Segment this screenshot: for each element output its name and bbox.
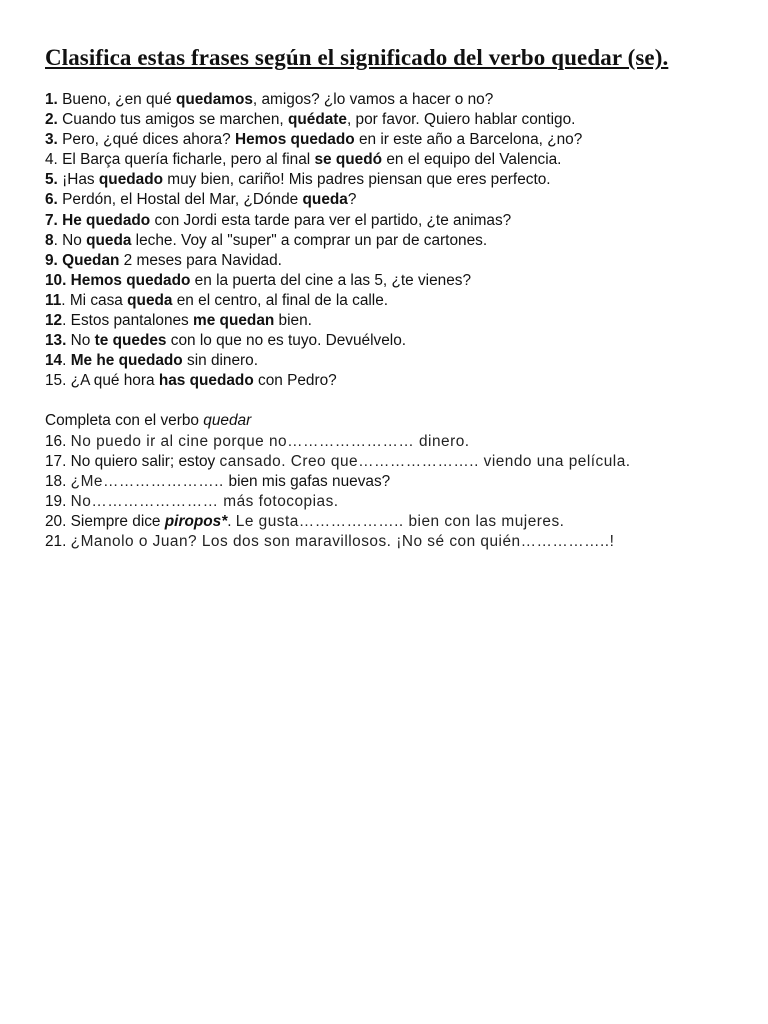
sentence-segment: me quedan — [193, 312, 275, 330]
sentence-segment: 15. ¿A qué hora — [45, 372, 159, 390]
sentence-segment: Completa con el verbo — [45, 412, 204, 430]
worksheet-title: Clasifica estas frases según el significado del verbo quedar (se). — [45, 45, 669, 70]
sentence-segment: 11 — [45, 291, 62, 309]
sentence-segment: con Pedro? — [253, 372, 337, 390]
sentence-segment: 10. Hemos quedado — [45, 271, 191, 289]
sentence-segment: 2. — [45, 111, 58, 129]
sentence-segment: queda — [127, 291, 173, 309]
sentence-segment: . No — [53, 231, 87, 249]
sentence-item — [45, 371, 735, 391]
sentence-item — [45, 271, 735, 291]
sentence-segment: 8 — [45, 231, 54, 249]
sentence-segment: 1. — [45, 91, 58, 108]
sentence-item — [45, 130, 735, 150]
sentence-segment: 20. Siempre dice — [45, 512, 165, 530]
sentence-item — [45, 291, 735, 311]
sentence-item — [45, 211, 735, 231]
completion-heading — [45, 411, 735, 431]
sentence-item — [45, 110, 735, 130]
sentence-segment: . Estos pantalones — [62, 312, 194, 330]
sentence-segment: Perdón, el Hostal del Mar, ¿Dónde — [57, 191, 303, 209]
sentence-segment: 17. No quiero salir; estoy — [45, 452, 220, 470]
sentence-segment: No puedo ir al cine porque no…………………… dinero. — [70, 432, 470, 450]
sentence-segment: 3. — [45, 131, 58, 149]
sentence-segment: 14 — [45, 352, 63, 370]
sentence-segment: 6. — [45, 191, 58, 209]
sentence-item — [45, 190, 735, 210]
sentence-item — [45, 351, 735, 371]
sentence-segment: se quedó — [314, 151, 383, 169]
sentence-segment: 7. He quedado — [45, 211, 151, 229]
sentence-segment: Hemos quedado — [234, 131, 355, 149]
sentence-segment: queda — [302, 191, 348, 209]
sentence-segment: 19. — [45, 492, 71, 510]
sentence-segment: 16. — [45, 432, 71, 450]
sentence-segment: cansado. Creo que………………….. viendo una película. — [219, 452, 631, 470]
sentence-item — [45, 231, 735, 251]
sentence-segment: sin dinero. — [182, 352, 259, 370]
sentence-segment: en el centro, al final de la calle. — [172, 291, 389, 309]
exercise-item — [45, 532, 735, 552]
sentence-segment: quedado — [98, 171, 164, 189]
sentence-segment: 5. — [45, 171, 58, 189]
sentence-segment: Bueno, ¿en qué — [57, 91, 176, 108]
sentence-segment: 18. — [45, 472, 71, 490]
exercise-item — [45, 472, 735, 492]
sentence-item — [45, 331, 735, 351]
exercise-item — [45, 492, 735, 512]
sentence-segment: 21. — [45, 532, 71, 550]
exercise-item — [45, 452, 735, 472]
sentence-segment: piropos* — [164, 512, 228, 530]
sentence-item — [45, 150, 735, 170]
sentence-segment: en el equipo del Valencia. — [382, 151, 562, 169]
sentence-segment: . Mi casa — [61, 291, 128, 309]
sentence-segment: ¿Me………………….. — [70, 472, 229, 490]
sentence-segment: 4. El Barça quería ficharle, pero al final — [45, 151, 315, 169]
sentence-item — [45, 90, 735, 110]
sentence-segment: ¡Has — [57, 171, 99, 189]
exercise-item — [45, 432, 735, 452]
sentence-segment: con lo que no es tuyo. Devuélvelo. — [166, 332, 407, 350]
sentence-segment: bien. — [274, 312, 312, 330]
sentence-segment: muy bien, cariño! Mis padres piensan que eres perfecto. — [163, 171, 551, 189]
sentence-segment: te quedes — [94, 332, 167, 350]
sentence-segment: Pero, ¿qué dices ahora? — [57, 131, 235, 149]
sentence-segment: 12 — [45, 312, 63, 330]
sentence-segment: . — [62, 352, 71, 370]
sentence-segment: en la puerta del cine a las 5, ¿te vienes? — [190, 271, 472, 289]
sentence-segment: , por favor. Quiero hablar contigo. — [346, 111, 576, 129]
sentence-segment: bien mis gafas nuevas? — [228, 472, 391, 490]
sentence-segment: Le gusta……………….. bien con las mujeres. — [235, 512, 565, 530]
sentence-segment: Me he quedado — [70, 352, 183, 370]
sentence-segment: , amigos? ¿lo vamos a hacer o no? — [252, 91, 494, 108]
sentence-segment: No…………………… más fotocopias. — [70, 492, 339, 510]
sentence-segment: 9. Quedan — [45, 251, 120, 269]
worksheet-page — [45, 44, 735, 552]
sentence-segment: 2 meses para Navidad. — [119, 251, 282, 269]
sentence-segment: ¿Manolo o Juan? Los dos son maravillosos. ¡No sé con quién……………..! — [70, 532, 615, 550]
classification-list — [45, 90, 735, 391]
sentence-segment: ? — [347, 191, 357, 209]
sentence-item — [45, 311, 735, 331]
sentence-segment: 13. — [45, 332, 67, 350]
sentence-segment: . — [227, 512, 236, 530]
completion-list — [45, 432, 735, 553]
sentence-item — [45, 251, 735, 271]
sentence-segment: quedar — [203, 412, 252, 430]
sentence-segment: has quedado — [158, 372, 254, 390]
sentence-item — [45, 170, 735, 190]
sentence-segment: No — [66, 332, 95, 350]
sentence-segment: en ir este año a Barcelona, ¿no? — [354, 131, 583, 149]
exercise-item — [45, 512, 735, 532]
sentence-segment: quedamos — [175, 91, 253, 108]
sentence-segment: queda — [86, 231, 132, 249]
sentence-segment: leche. Voy al "super" a comprar un par de cartones. — [131, 231, 488, 249]
sentence-segment: quédate — [287, 111, 347, 129]
completion-section — [45, 411, 735, 552]
sentence-segment: Cuando tus amigos se marchen, — [57, 111, 288, 129]
sentence-segment: con Jordi esta tarde para ver el partido, ¿te animas? — [150, 211, 512, 229]
